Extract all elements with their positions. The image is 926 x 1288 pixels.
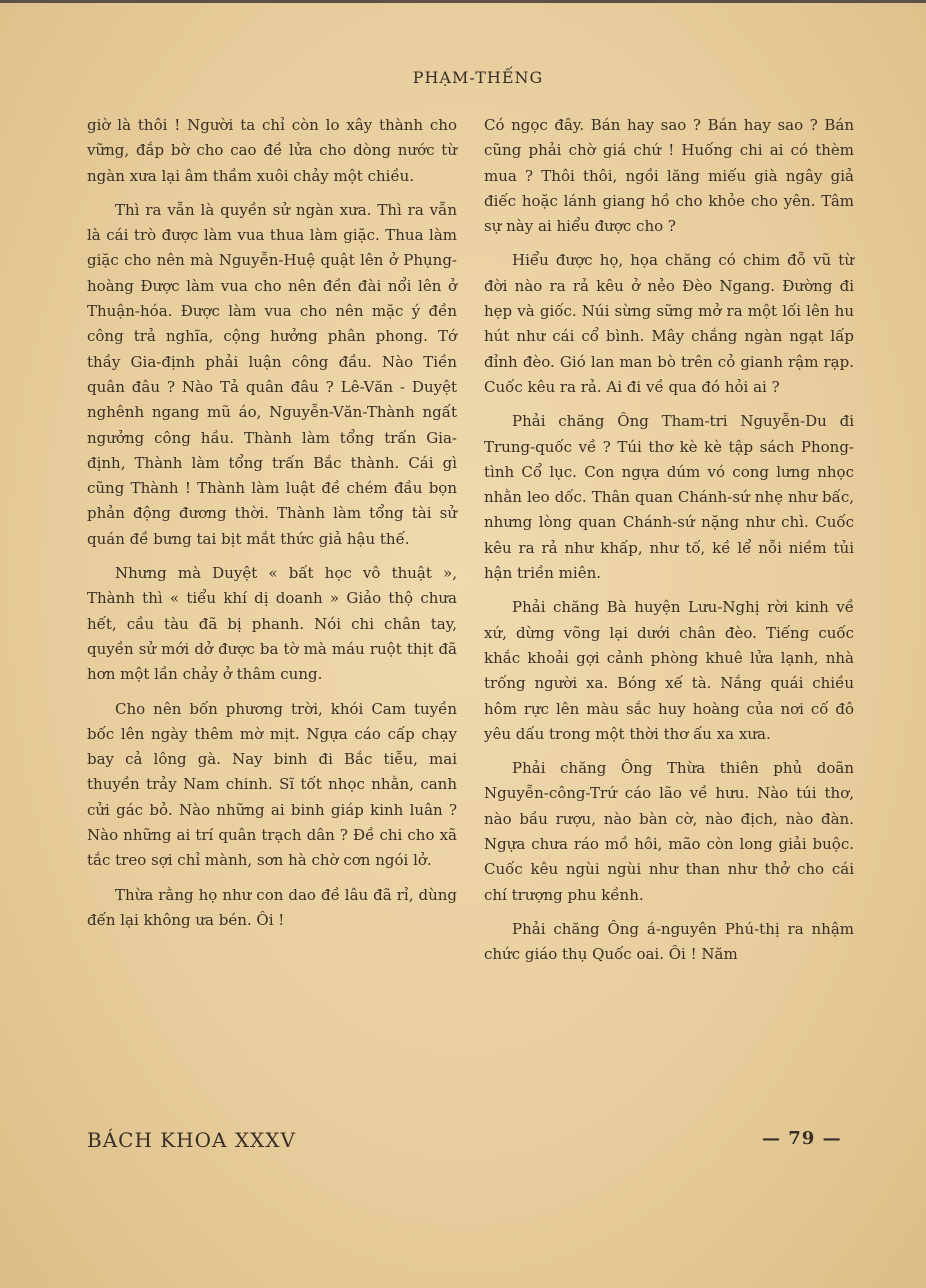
paragraph: Có ngọc đây. Bán hay sao ? Bán hay sao ? Bán cũng phải chờ giá chứ ! Huống chi ai có thèm mua ? Thôi thôi, ngồi lăng miếu già ngây giả điếc hoặc lánh giang hồ cho khỏe cho yên. Tâm sự này ai hiểu được cho ? [484, 116, 854, 236]
paragraph: Phải chăng Ông á-nguyên Phú-thị ra nhậm chức giáo thụ Quốc oai. Ôi ! Năm [484, 919, 854, 964]
paragraph: Thừa rằng họ như con dao đề lâu đã rỉ, dùng đến lại không ưa bén. Ôi ! [87, 885, 457, 929]
right-column [484, 113, 854, 977]
running-head: PHẠM-THẾNG [412, 68, 544, 87]
paragraph: Phải chăng Ông Thừa thiên phủ doãn Nguyễn-công-Trứ cáo lão về hưu. Nào túi thơ, nào bầu rượu, nào bàn cờ, nào địch, nào đàn. Ngựa chưa ráo mồ hôi, mão còn long giải buộc. Cuốc kêu ngùi ngùi như than như thở cho cái chí trượng phu kềnh. [484, 759, 854, 904]
paragraph: Hiểu được họ, họa chăng có chim đỗ vũ từ đời nào ra rả kêu ở nẻo Đèo Ngang. Đường đi hẹp và giốc. Núi sừng sững mở ra một lối lên hu hút như cái cổ bình. Mây chắng ngàn ngạt lấp đỉnh đèo. Gió lan man bò trên cỏ gianh rậm rạp. Cuốc kêu ra rả. Ai đi về qua đó hỏi ai ? [484, 251, 854, 396]
left-column [87, 113, 457, 942]
paragraph: Thì ra vẫn là quyền sử ngàn xưa. Thì ra vẫn là cái trò được làm vua thua làm giặc. Thua làm giặc cho nên mà Nguyễn-Huệ quật lên ở Phụng-hoàng Được làm vua cho nên đền đài nổi lên ở Thuận-hóa. Được làm vua cho nên mặc ý đền công trả nghĩa, cộng hưởng phân phong. Tớ thầy Gia-định phải luận công đầu. Nào Tiền quân đâu ? Nào Tả quân đâu ? Lê-Văn - Duyệt nghênh ngang mũ áo, Nguyễn-Văn-Thành ngất ngưởng công hầu. Thành làm tổng trấn Gia-định, Thành làm tổng trấn Bắc thành. Cái gì cũng Thành ! Thành làm luật đề chém đầu bọn phản động đương thời. Thành làm tổng tài sử quán đề bưng tai bịt mắt thức giả hậu thế. [87, 200, 457, 548]
paragraph: Cho nên bốn phương trời, khói Cam tuyền bốc lên ngày thêm mờ mịt. Ngựa cáo cấp chạy bay cả lông gà. Nay binh đi Bắc tiễu, mai thuyền trảy Nam chinh. Sĩ tốt nhọc nhằn, canh cửi gác bỏ. Nào những ai binh giáp kinh luân ? Nào những ai trí quân trạch dân ? Đề chi cho xã tắc treo sợi chỉ mành, sơn hà chờ cơn ngói lở. [87, 699, 457, 870]
paragraph: Nhưng mà Duyệt « bất học vô thuật », Thành thì « tiểu khí dị doanh » Giảo thộ chưa hết, cầu tàu đã bị phanh. Nói chi chân tay, quyền sử mới dở được ba tờ mà máu ruột thịt đã hơn một lần chảy ở thâm cung. [87, 564, 457, 684]
paragraph: giờ là thôi ! Người ta chỉ còn lo xây thành cho vững, đắp bờ cho cao đề lửa cho dòng nước từ ngàn xưa lại âm thầm xuôi chảy một chiều. [87, 116, 457, 185]
paragraph: Phải chăng Ông Tham-tri Nguyễn-Du đi Trung-quốc về ? Túi thơ kè kè tập sách Phong-tình Cổ lục. Con ngựa dúm vó cong lưng nhọc nhằn leo dốc. Thân quan Chánh-sứ nhẹ như bấc, nhưng lòng quan Chánh-sứ nặng như chì. Cuốc kêu ra rả như khấp, như tố, kề lể nỗi niềm tủi hận triền miên. [484, 412, 854, 583]
page-number: — 79 — [762, 1128, 842, 1149]
scan-edge [0, 0, 926, 3]
journal-footer: BÁCH KHOA XXXV [87, 1128, 296, 1152]
paragraph: Phải chăng Bà huyện Lưu-Nghị rời kinh về xứ, dừng võng lại dưới chân đèo. Tiếng cuốc khắc khoải gợi cảnh phòng khuê lửa lạnh, nhà trống người xa. Bóng xế tà. Nắng quái chiều hôm rực lên màu sắc huy hoàng của nơi cố đô yêu dấu trong một thời thơ ấu xa xưa. [484, 598, 854, 743]
